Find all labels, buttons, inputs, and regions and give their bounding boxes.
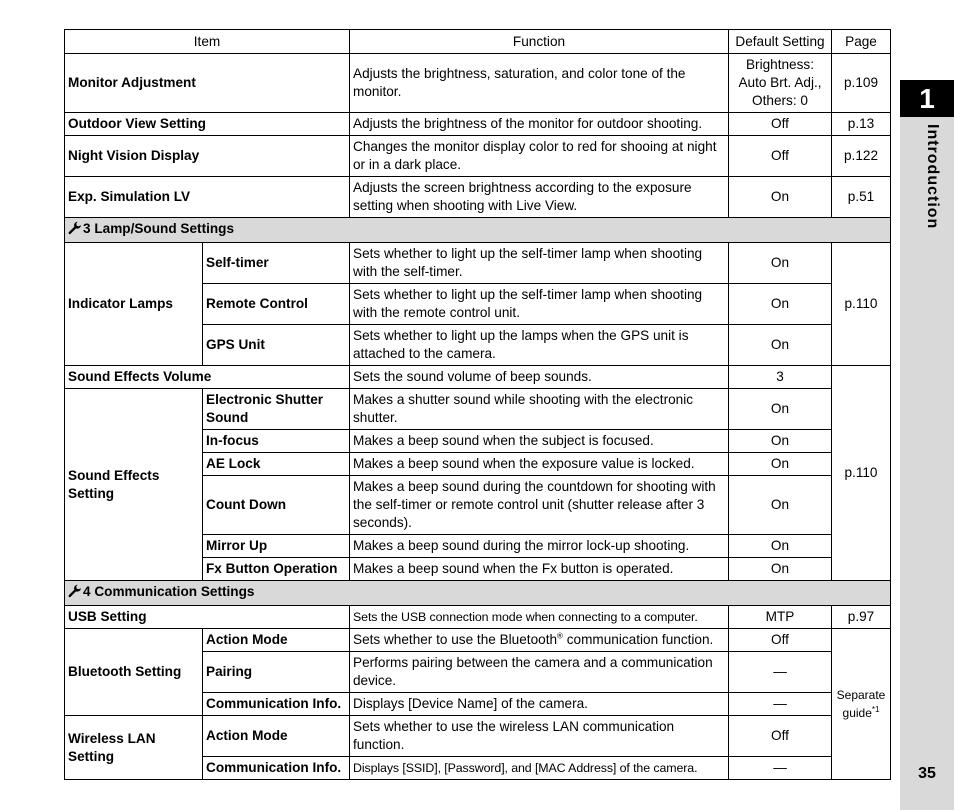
default-cell: Off (729, 716, 832, 757)
subitem-action-mode: Action Mode (203, 716, 350, 757)
function-cell: Makes a beep sound when the subject is focused. (350, 430, 729, 453)
function-cell: Sets the USB connection mode when connecting to a computer. (350, 606, 729, 629)
table-row (65, 243, 891, 284)
subitem-action-mode: Action Mode (203, 629, 350, 652)
default-cell: On (729, 325, 832, 366)
table-row (65, 54, 891, 113)
function-cell: Adjusts the brightness, saturation, and color tone of the monitor. (350, 54, 729, 113)
header-item: Item (65, 30, 350, 54)
subitem-gps-unit: GPS Unit (203, 325, 350, 366)
function-cell: Performs pairing between the camera and a communication device. (350, 652, 729, 693)
function-cell: Sets the sound volume of beep sounds. (350, 366, 729, 389)
subitem-pairing: Pairing (203, 652, 350, 693)
default-cell: On (729, 558, 832, 581)
wrench-icon (68, 221, 82, 240)
section-label: 4 Communication Settings (83, 584, 255, 599)
wrench-icon (68, 584, 82, 603)
section-header-communication (65, 581, 891, 606)
subitem-electronic-shutter: Electronic Shutter Sound (203, 389, 350, 430)
item-wireless-lan: Wireless LAN Setting (65, 716, 203, 780)
function-cell: Makes a beep sound when the Fx button is operated. (350, 558, 729, 581)
table-row (65, 606, 891, 629)
function-cell: Adjusts the screen brightness according to the exposure setting when shooting with Live View. (350, 177, 729, 218)
settings-table (64, 29, 891, 780)
table-row (65, 177, 891, 218)
default-cell: Off (729, 113, 832, 136)
function-cell: Displays [SSID], [Password], and [MAC Address] of the camera. (350, 757, 729, 780)
function-cell: Changes the monitor display color to red for shooing at night or in a dark place. (350, 136, 729, 177)
subitem-communication-info: Communication Info. (203, 757, 350, 780)
table-row (65, 629, 891, 652)
table-row (65, 366, 891, 389)
header-row (65, 30, 891, 54)
default-cell: — (729, 757, 832, 780)
default-cell: On (729, 535, 832, 558)
function-cell: Sets whether to use the wireless LAN communication function. (350, 716, 729, 757)
page-cell: p.110 (832, 243, 891, 366)
page-cell: p.13 (832, 113, 891, 136)
subitem-in-focus: In-focus (203, 430, 350, 453)
function-cell: Adjusts the brightness of the monitor for outdoor shooting. (350, 113, 729, 136)
default-cell: On (729, 284, 832, 325)
page-cell: p.110 (832, 366, 891, 581)
item-usb-setting: USB Setting (65, 606, 350, 629)
default-cell: — (729, 652, 832, 693)
page-cell: p.51 (832, 177, 891, 218)
function-cell: Sets whether to light up the self-timer lamp when shooting with the self-timer. (350, 243, 729, 284)
chapter-title: Introduction (924, 124, 941, 230)
item-sound-effects: Sound Effects Setting (65, 389, 203, 581)
default-cell: MTP (729, 606, 832, 629)
header-default: Default Setting (729, 30, 832, 54)
page-cell: p.109 (832, 54, 891, 113)
function-cell: Sets whether to use the Bluetooth® communication function. (350, 629, 729, 652)
page-cell: p.97 (832, 606, 891, 629)
item-bluetooth: Bluetooth Setting (65, 629, 203, 716)
chapter-number: 1 (900, 80, 954, 117)
item-sound-volume: Sound Effects Volume (65, 366, 350, 389)
function-cell: Makes a beep sound during the mirror lock-up shooting. (350, 535, 729, 558)
header-function: Function (350, 30, 729, 54)
default-cell: On (729, 476, 832, 535)
default-cell: Off (729, 136, 832, 177)
subitem-communication-info: Communication Info. (203, 693, 350, 716)
table-row (65, 389, 891, 430)
item-outdoor-view: Outdoor View Setting (65, 113, 350, 136)
default-cell: 3 (729, 366, 832, 389)
subitem-self-timer: Self-timer (203, 243, 350, 284)
header-page: Page (832, 30, 891, 54)
table-row (65, 136, 891, 177)
function-cell: Sets whether to light up the self-timer lamp when shooting with the remote control unit. (350, 284, 729, 325)
subitem-remote-control: Remote Control (203, 284, 350, 325)
default-cell: On (729, 177, 832, 218)
function-cell: Displays [Device Name] of the camera. (350, 693, 729, 716)
item-night-vision: Night Vision Display (65, 136, 350, 177)
function-cell: Makes a shutter sound while shooting with the electronic shutter. (350, 389, 729, 430)
subitem-ae-lock: AE Lock (203, 453, 350, 476)
table-row (65, 716, 891, 757)
function-cell: Makes a beep sound during the countdown for shooting with the self-timer or remote control unit (shutter release after 3 seconds). (350, 476, 729, 535)
item-monitor-adjustment: Monitor Adjustment (65, 54, 350, 113)
page-cell-separate-guide: Separate guide$^{*1}$ (832, 629, 891, 780)
function-cell: Makes a beep sound when the exposure value is locked. (350, 453, 729, 476)
subitem-fx-button: Fx Button Operation (203, 558, 350, 581)
page-cell: p.122 (832, 136, 891, 177)
default-cell: On (729, 389, 832, 430)
default-cell: On (729, 243, 832, 284)
section-label: 3 Lamp/Sound Settings (83, 221, 235, 236)
subitem-mirror-up: Mirror Up (203, 535, 350, 558)
subitem-count-down: Count Down (203, 476, 350, 535)
page-number: 35 (918, 765, 936, 782)
default-cell: Off (729, 629, 832, 652)
item-exp-simulation: Exp. Simulation LV (65, 177, 350, 218)
table-row (65, 113, 891, 136)
default-cell: — (729, 693, 832, 716)
function-cell: Sets whether to light up the lamps when the GPS unit is attached to the camera. (350, 325, 729, 366)
item-indicator-lamps: Indicator Lamps (65, 243, 203, 366)
default-cell: On (729, 430, 832, 453)
section-header-lamp-sound (65, 218, 891, 243)
default-cell: On (729, 453, 832, 476)
default-cell: Brightness: Auto Brt. Adj., Others: 0 (729, 54, 832, 113)
